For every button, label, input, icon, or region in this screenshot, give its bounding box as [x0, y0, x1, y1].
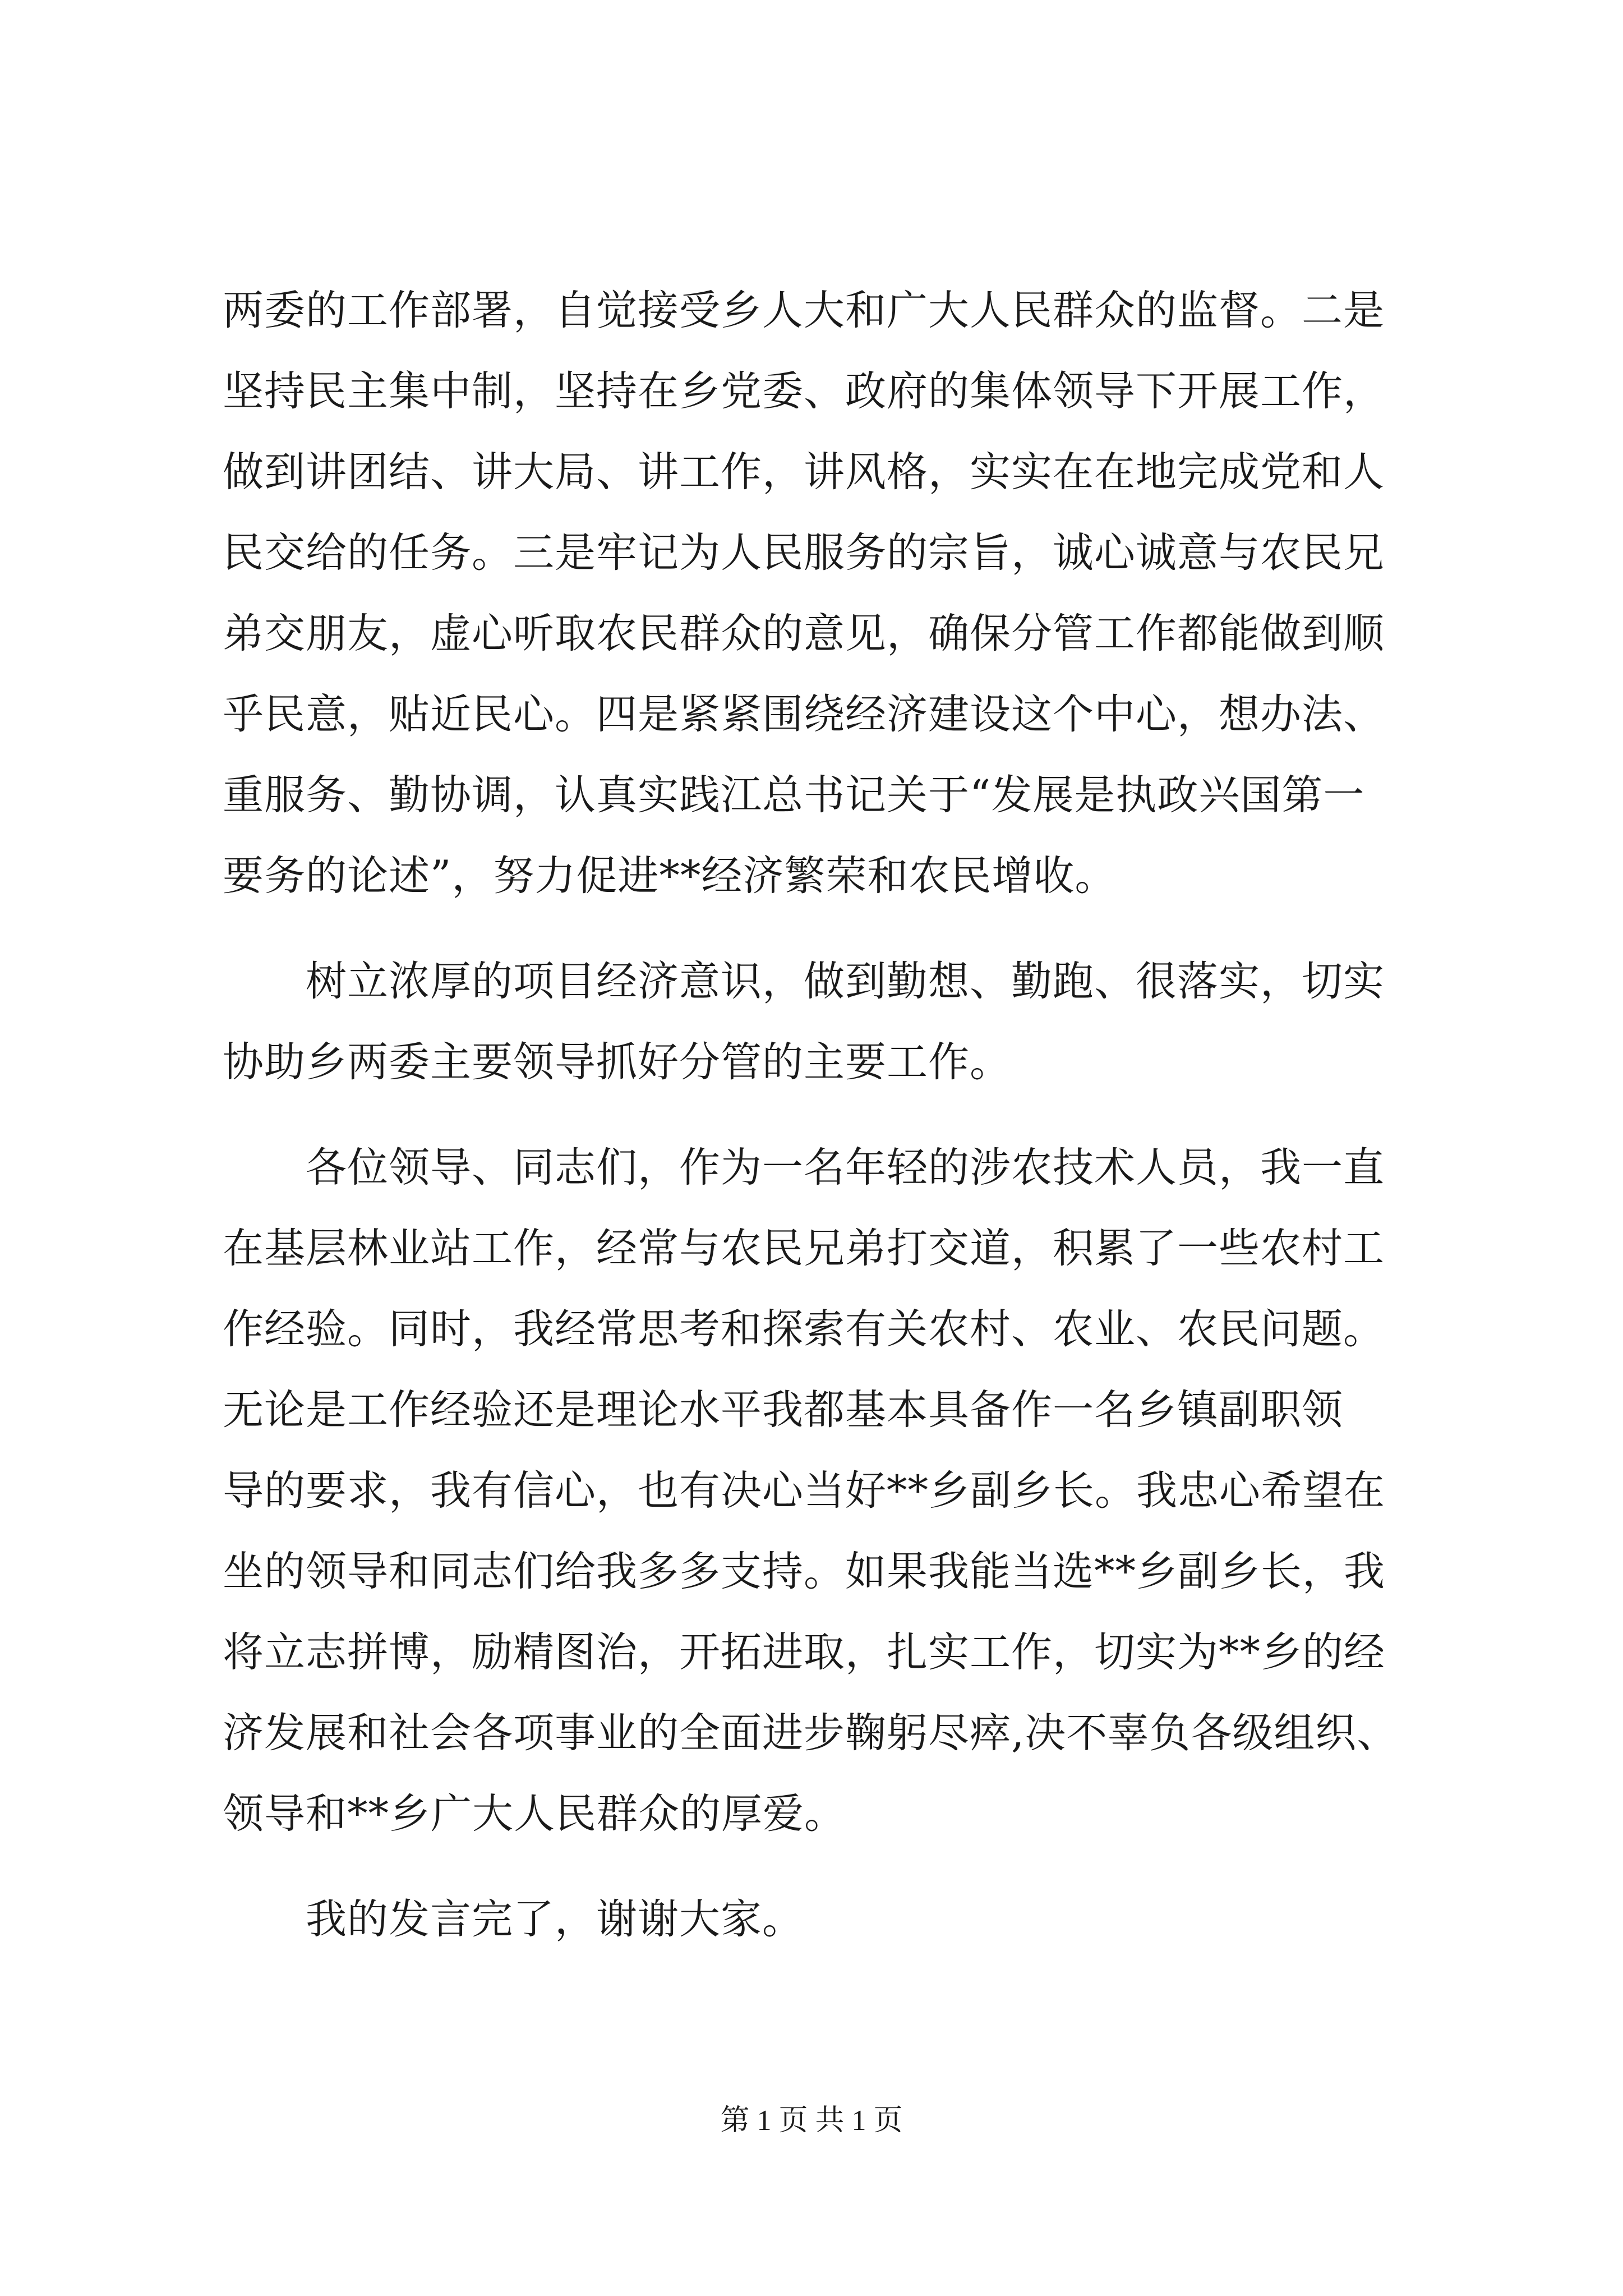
text-line: 树立浓厚的项目经济意识，做到勤想、勤跑、很落实，切实 — [223, 958, 1385, 1005]
text-line: 导的要求，我有信心，也有决心当好**乡副乡长。我忠心希望在 — [223, 1467, 1385, 1515]
text-line: 作经验。同时，我经常思考和探索有关农村、农业、农民问题。 — [223, 1305, 1385, 1353]
paragraph — [223, 270, 1414, 917]
text-line: 坐的领导和同志们给我多多支持。如果我能当选**乡副乡长，我 — [223, 1548, 1385, 1595]
text-line: 坚持民主集中制，坚持在乡党委、政府的集体领导下开展工作， — [223, 367, 1385, 415]
text-line: 弟交朋友，虚心听取农民群众的意见，确保分管工作都能做到顺 — [223, 610, 1385, 657]
text-line: 协助乡两委主要领导抓好分管的主要工作。 — [223, 1038, 1011, 1086]
text-line: 将立志拼博，励精图治，开拓进取，扎实工作，切实为**乡的经 — [223, 1628, 1385, 1676]
text-line: 我的发言完了，谢谢大家。 — [223, 1895, 804, 1943]
paragraph — [223, 1128, 1414, 1855]
text-line: 在基层林业站工作，经常与农民兄弟打交道，积累了一些农村工 — [223, 1225, 1385, 1272]
page-number-label: 第 1 页 共 1 页 — [720, 2105, 903, 2137]
text-line: 做到讲团结、讲大局、讲工作，讲风格，实实在在地完成党和人 — [223, 448, 1385, 496]
text-line: 无论是工作经验还是理论水平我都基本具备作一名乡镇副职领 — [223, 1386, 1343, 1434]
text-line: 要务的论述”，努力促进**经济繁荣和农民增收。 — [223, 852, 1117, 900]
text-line: 各位领导、同志们，作为一名年轻的涉农技术人员，我一直 — [223, 1144, 1385, 1191]
text-line: 济发展和社会各项事业的全面进步鞠躬尽瘁,决不辜负各级组织、 — [223, 1709, 1399, 1757]
paragraph — [223, 941, 1414, 1103]
page-footer — [0, 2101, 1623, 2141]
text-line: 领导和**乡广大人民群众的厚爱。 — [223, 1790, 846, 1838]
text-line: 两委的工作部署，自觉接受乡人大和广大人民群众的监督。二是 — [223, 287, 1385, 334]
text-line: 重服务、勤协调，认真实践江总书记关于“发展是执政兴国第一 — [223, 771, 1365, 819]
text-line: 民交给的任务。三是牢记为人民服务的宗旨，诚心诚意与农民兄 — [223, 529, 1385, 577]
document-body — [223, 270, 1414, 1960]
text-line: 乎民意，贴近民心。四是紧紧围绕经济建设这个中心，想办法、 — [223, 691, 1385, 738]
paragraph — [223, 1879, 1414, 1960]
